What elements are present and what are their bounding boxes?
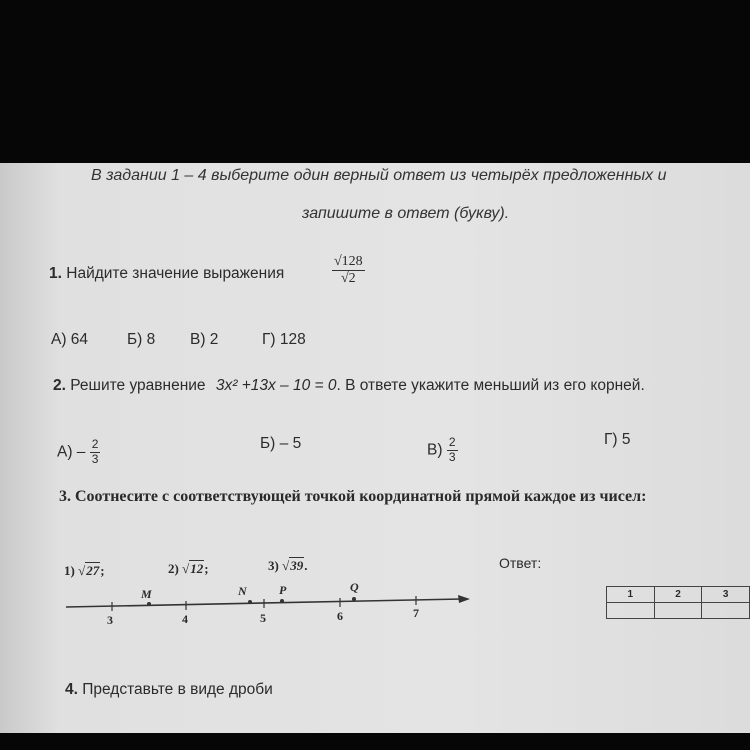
q3-item-3-radicand: 39 <box>290 558 304 573</box>
answer-cell-3[interactable] <box>702 603 750 619</box>
tick-label-5: 5 <box>260 611 266 625</box>
q2-option-a-label: А) – <box>57 443 86 461</box>
point-p <box>280 599 284 603</box>
question-4-number: 4. <box>65 681 78 698</box>
point-q <box>352 597 356 601</box>
tick-label-4: 4 <box>182 612 188 626</box>
question-2 <box>53 377 645 395</box>
q2-text-after: . В ответе укажите меньший из его корней. <box>336 377 645 394</box>
answer-header-1: 1 <box>607 587 655 603</box>
point-label-p: P <box>279 583 287 597</box>
instruction-line-2: запишите в ответ (букву). <box>302 205 510 222</box>
answer-cell-2[interactable] <box>654 603 702 619</box>
answer-header-3: 3 <box>702 587 750 603</box>
q3-item-1-sep: ; <box>100 563 105 578</box>
q1-fraction <box>332 254 365 287</box>
point-label-n: N <box>238 584 247 598</box>
q3-item-2-sep: ; <box>204 561 209 576</box>
question-3-number: 3. <box>59 488 71 505</box>
q2-option-a-den: 3 <box>91 451 99 466</box>
tick-label-6: 6 <box>337 609 343 623</box>
question-4 <box>65 681 273 699</box>
q1-denominator: √2 <box>341 271 356 287</box>
answer-table-row <box>607 603 750 619</box>
q2-option-a <box>57 438 100 467</box>
q2-option-c-fraction <box>447 436 458 465</box>
q1-option-b: Б) 8 <box>127 331 156 348</box>
q3-item-2-radicand: 12 <box>190 561 204 576</box>
point-n <box>248 600 252 604</box>
q3-answer-label: Ответ: <box>499 555 542 571</box>
q2-option-c-den: 3 <box>448 449 456 464</box>
q1-option-d: Г) 128 <box>262 331 306 348</box>
q2-option-d: Г) 5 <box>604 431 631 448</box>
q2-option-c-label: В) <box>427 441 443 459</box>
number-line-arrow <box>458 595 470 603</box>
question-1 <box>49 265 284 283</box>
q2-option-c-num: 2 <box>448 435 456 449</box>
tick-label-3: 3 <box>107 613 113 627</box>
answer-header-2: 2 <box>654 587 702 603</box>
question-2-number: 2. <box>53 377 66 394</box>
q2-option-a-num: 2 <box>91 437 99 451</box>
question-3 <box>59 488 646 506</box>
q3-item-2: 2) √12; <box>168 561 209 576</box>
question-1-number: 1. <box>49 265 62 282</box>
q1-option-c: В) 2 <box>190 331 219 348</box>
q2-option-a-fraction <box>90 438 101 467</box>
question-1-text: Найдите значение выражения <box>66 265 285 282</box>
q3-item-1: 1) √27; <box>64 563 105 578</box>
number-line <box>0 580 500 640</box>
answer-table-header <box>607 587 750 603</box>
answer-cell-1[interactable] <box>607 603 655 619</box>
point-label-q: Q <box>350 580 359 594</box>
tick-label-7: 7 <box>413 606 419 620</box>
point-label-m: M <box>141 587 152 601</box>
q3-item-3: 3) √39. <box>268 558 308 573</box>
q3-item-3-label: 3) <box>268 558 279 573</box>
q3-item-1-radicand: 27 <box>86 563 100 578</box>
point-m <box>147 602 151 606</box>
instruction-line-1: В задании 1 – 4 выберите один верный ответ из четырёх предложенных и <box>91 167 667 184</box>
question-3-text: Соотнесите с соответствующей точкой координатной прямой каждое из чисел: <box>75 488 647 505</box>
worksheet-page <box>0 163 750 733</box>
q3-item-3-sep: . <box>304 558 308 573</box>
q1-numerator: √128 <box>332 254 365 271</box>
q2-equation: 3x² +13x – 10 = 0 <box>215 377 337 394</box>
q2-option-c <box>427 436 458 465</box>
question-4-text: Представьте в виде дроби <box>82 681 273 698</box>
question-2-text: Решите уравнение <box>70 377 206 394</box>
q3-item-1-label: 1) <box>64 563 75 578</box>
q3-item-2-label: 2) <box>168 561 179 576</box>
answer-table <box>606 586 750 619</box>
q1-option-a: А) 64 <box>51 331 89 348</box>
q2-option-b: Б) – 5 <box>260 435 302 452</box>
